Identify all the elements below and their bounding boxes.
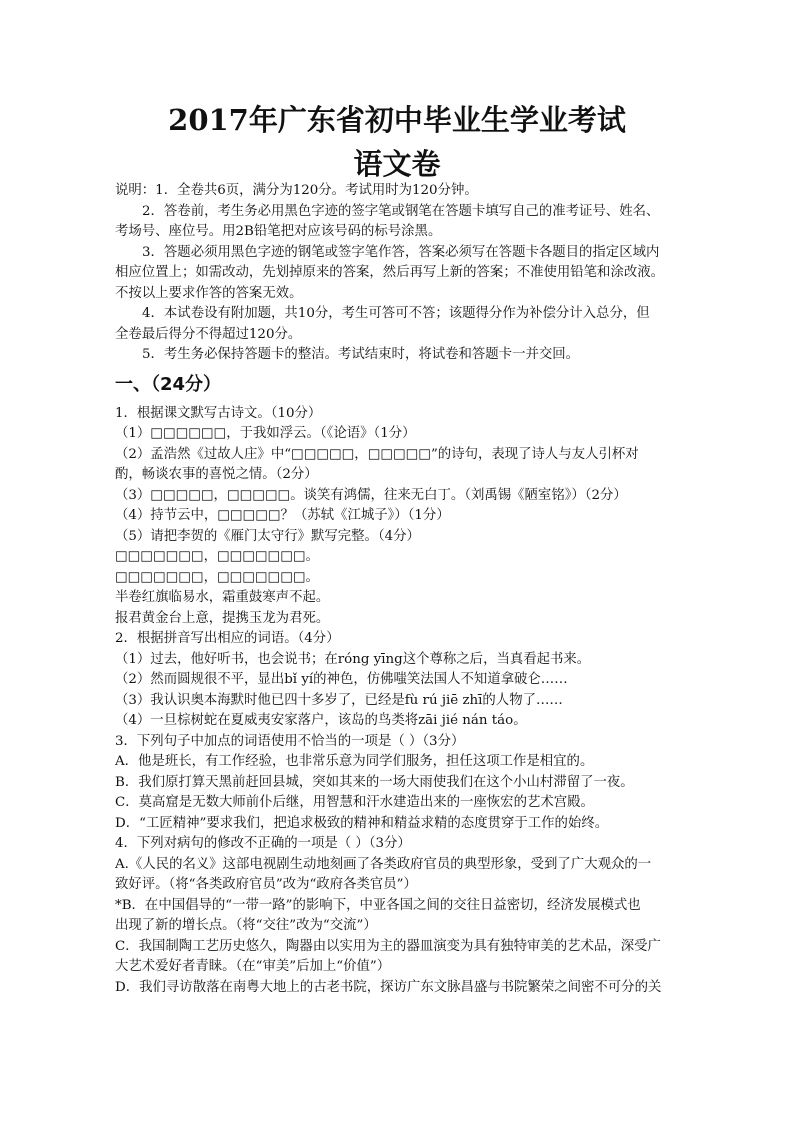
question-line: 4．下列对病句的修改不正确的一项是（ ）（3分） <box>115 836 411 851</box>
poem-line: □□□□□□□，□□□□□□□。 <box>115 569 319 585</box>
poem-line: 半卷红旗临易水，霜重鼓寒声不起。 <box>115 590 330 605</box>
instruction-line: 考场号、座位号。用2B铅笔把对应该号码的标号涂黑。 <box>115 224 442 239</box>
question-line: （3）我认识奥本海默时他已四十多岁了，已经是fù rú jiē zhī的人物了…… <box>115 692 563 708</box>
question-line: （5）请把李贺的《雁门太守行》默写完整。（4分） <box>115 528 420 544</box>
poem-line: 报君黄金台上意，提携玉龙为君死。 <box>115 610 330 626</box>
option-line: B．我们原打算天黑前赶回县城，突如其来的一场大雨使我们在这个小山村滞留了一夜。 <box>115 774 634 790</box>
question-line: （1）□□□□□□，于我如浮云。（《论语》（1分） <box>115 426 416 441</box>
option-line: D．“工匠精神”要求我们，把追求极致的精神和精益求精的态度贯穿于工作的始终。 <box>115 815 609 831</box>
question-line: （3）□□□□□，□□□□□。谈笑有鸿儒，往来无白丁。（刘禹锡《陋室铭》）（2分） <box>115 487 627 503</box>
option-line: 大艺术爱好者青睐。（在“审美”后加上“价值”） <box>115 959 391 974</box>
option-line: 出现了新的增长点。（将“交往”改为“交流”） <box>115 918 377 933</box>
question-line: （2）孟浩然《过故人庄》中“□□□□□，□□□□□”的诗句，表现了诗人与友人引杯对 <box>115 446 639 462</box>
exam-body <box>115 181 695 998</box>
option-line: C．莫高窟是无数大师前仆后继，用智慧和汗水建造出来的一座恢宏的艺术宫殿。 <box>115 795 594 810</box>
instruction-line: 说明：1．全卷共6页，满分为120分。考试用时为120分钟。 <box>115 183 478 198</box>
question-line: 2．根据拼音写出相应的词语。（4分） <box>115 631 340 646</box>
question-line: （2）然而圆规很不平，显出bǐ yí的神色，仿佛嗤笑法国人不知道拿破仑…… <box>115 672 568 687</box>
instruction-line: 相应位置上；如需改动，先划掉原来的答案，然后再写上新的答案；不准使用铅笔和涂改液。 <box>115 265 665 280</box>
option-line: *B．在中国倡导的“一带一路”的影响下，中亚各国之间的交往日益密切，经济发展模式也 <box>115 897 641 913</box>
section-heading: 一、（24分） <box>115 373 222 395</box>
question-line: （1）过去，他好听书，也会说书；在róng yīng这个尊称之后，当真看起书来。 <box>115 651 591 667</box>
instruction-line: 全卷最后得分不得超过120分。 <box>115 326 302 342</box>
option-line: C．我国制陶工艺历史悠久，陶器由以实用为主的器皿演变为具有独特审美的艺术品，深受广 <box>115 938 661 954</box>
option-line: A．他是班长，有工作经验，也非常乐意为同学们服务，担任这项工作是相宜的。 <box>115 754 594 769</box>
option-line: 致好评。（将“各类政府官员”改为“政府各类官员”） <box>115 877 417 892</box>
instruction-line: 5．考生务必保持答题卡的整洁。考试结束时，将试卷和答题卡一并交回。 <box>142 347 580 362</box>
poem-line: □□□□□□□，□□□□□□□。 <box>115 549 319 564</box>
question-line: 1．根据课文默写古诗文。（10分） <box>115 405 322 421</box>
instruction-line: 4．本试卷设有附加题，共10分，考生可答可不答；该题得分作为补偿分计入总分，但 <box>142 306 650 321</box>
option-line: D．我们寻访散落在南粤大地上的古老书院，探访广东文脉昌盛与书院繁荣之间密不可分的关 <box>115 979 662 995</box>
question-line: （4）一旦棕树蛇在夏威夷安家落户，该岛的鸟类将zāi jié nán táo。 <box>115 713 527 728</box>
exam-subject: 语文卷 <box>353 147 441 181</box>
instruction-line: 3．答题必须用黑色字迹的钢笔或签字笔作答，答案必须写在答题卡各题目的指定区域内 <box>142 244 660 260</box>
option-line: A.《人民的名义》这部电视剧生动地刻画了各类政府官员的典型形象，受到了广大观众的一 <box>115 856 652 872</box>
question-line: 酌，畅谈农事的喜悦之情。（2分） <box>115 467 318 482</box>
instruction-line: 2．答卷前，考生务必用黑色字迹的签字笔或钢笔在答题卡填写自己的准考证号、姓名、 <box>142 203 660 219</box>
exam-title: 2017年广东省初中毕业生学业考试 <box>168 103 626 137</box>
question-line: 3．下列句子中加点的词语使用不恰当的一项是（ ）（3分） <box>115 733 465 749</box>
question-line: （4）持节云中，□□□□□？（苏轼《江城子》）（1分） <box>115 508 450 523</box>
instruction-line: 不按以上要求作答的答案无效。 <box>115 285 303 301</box>
